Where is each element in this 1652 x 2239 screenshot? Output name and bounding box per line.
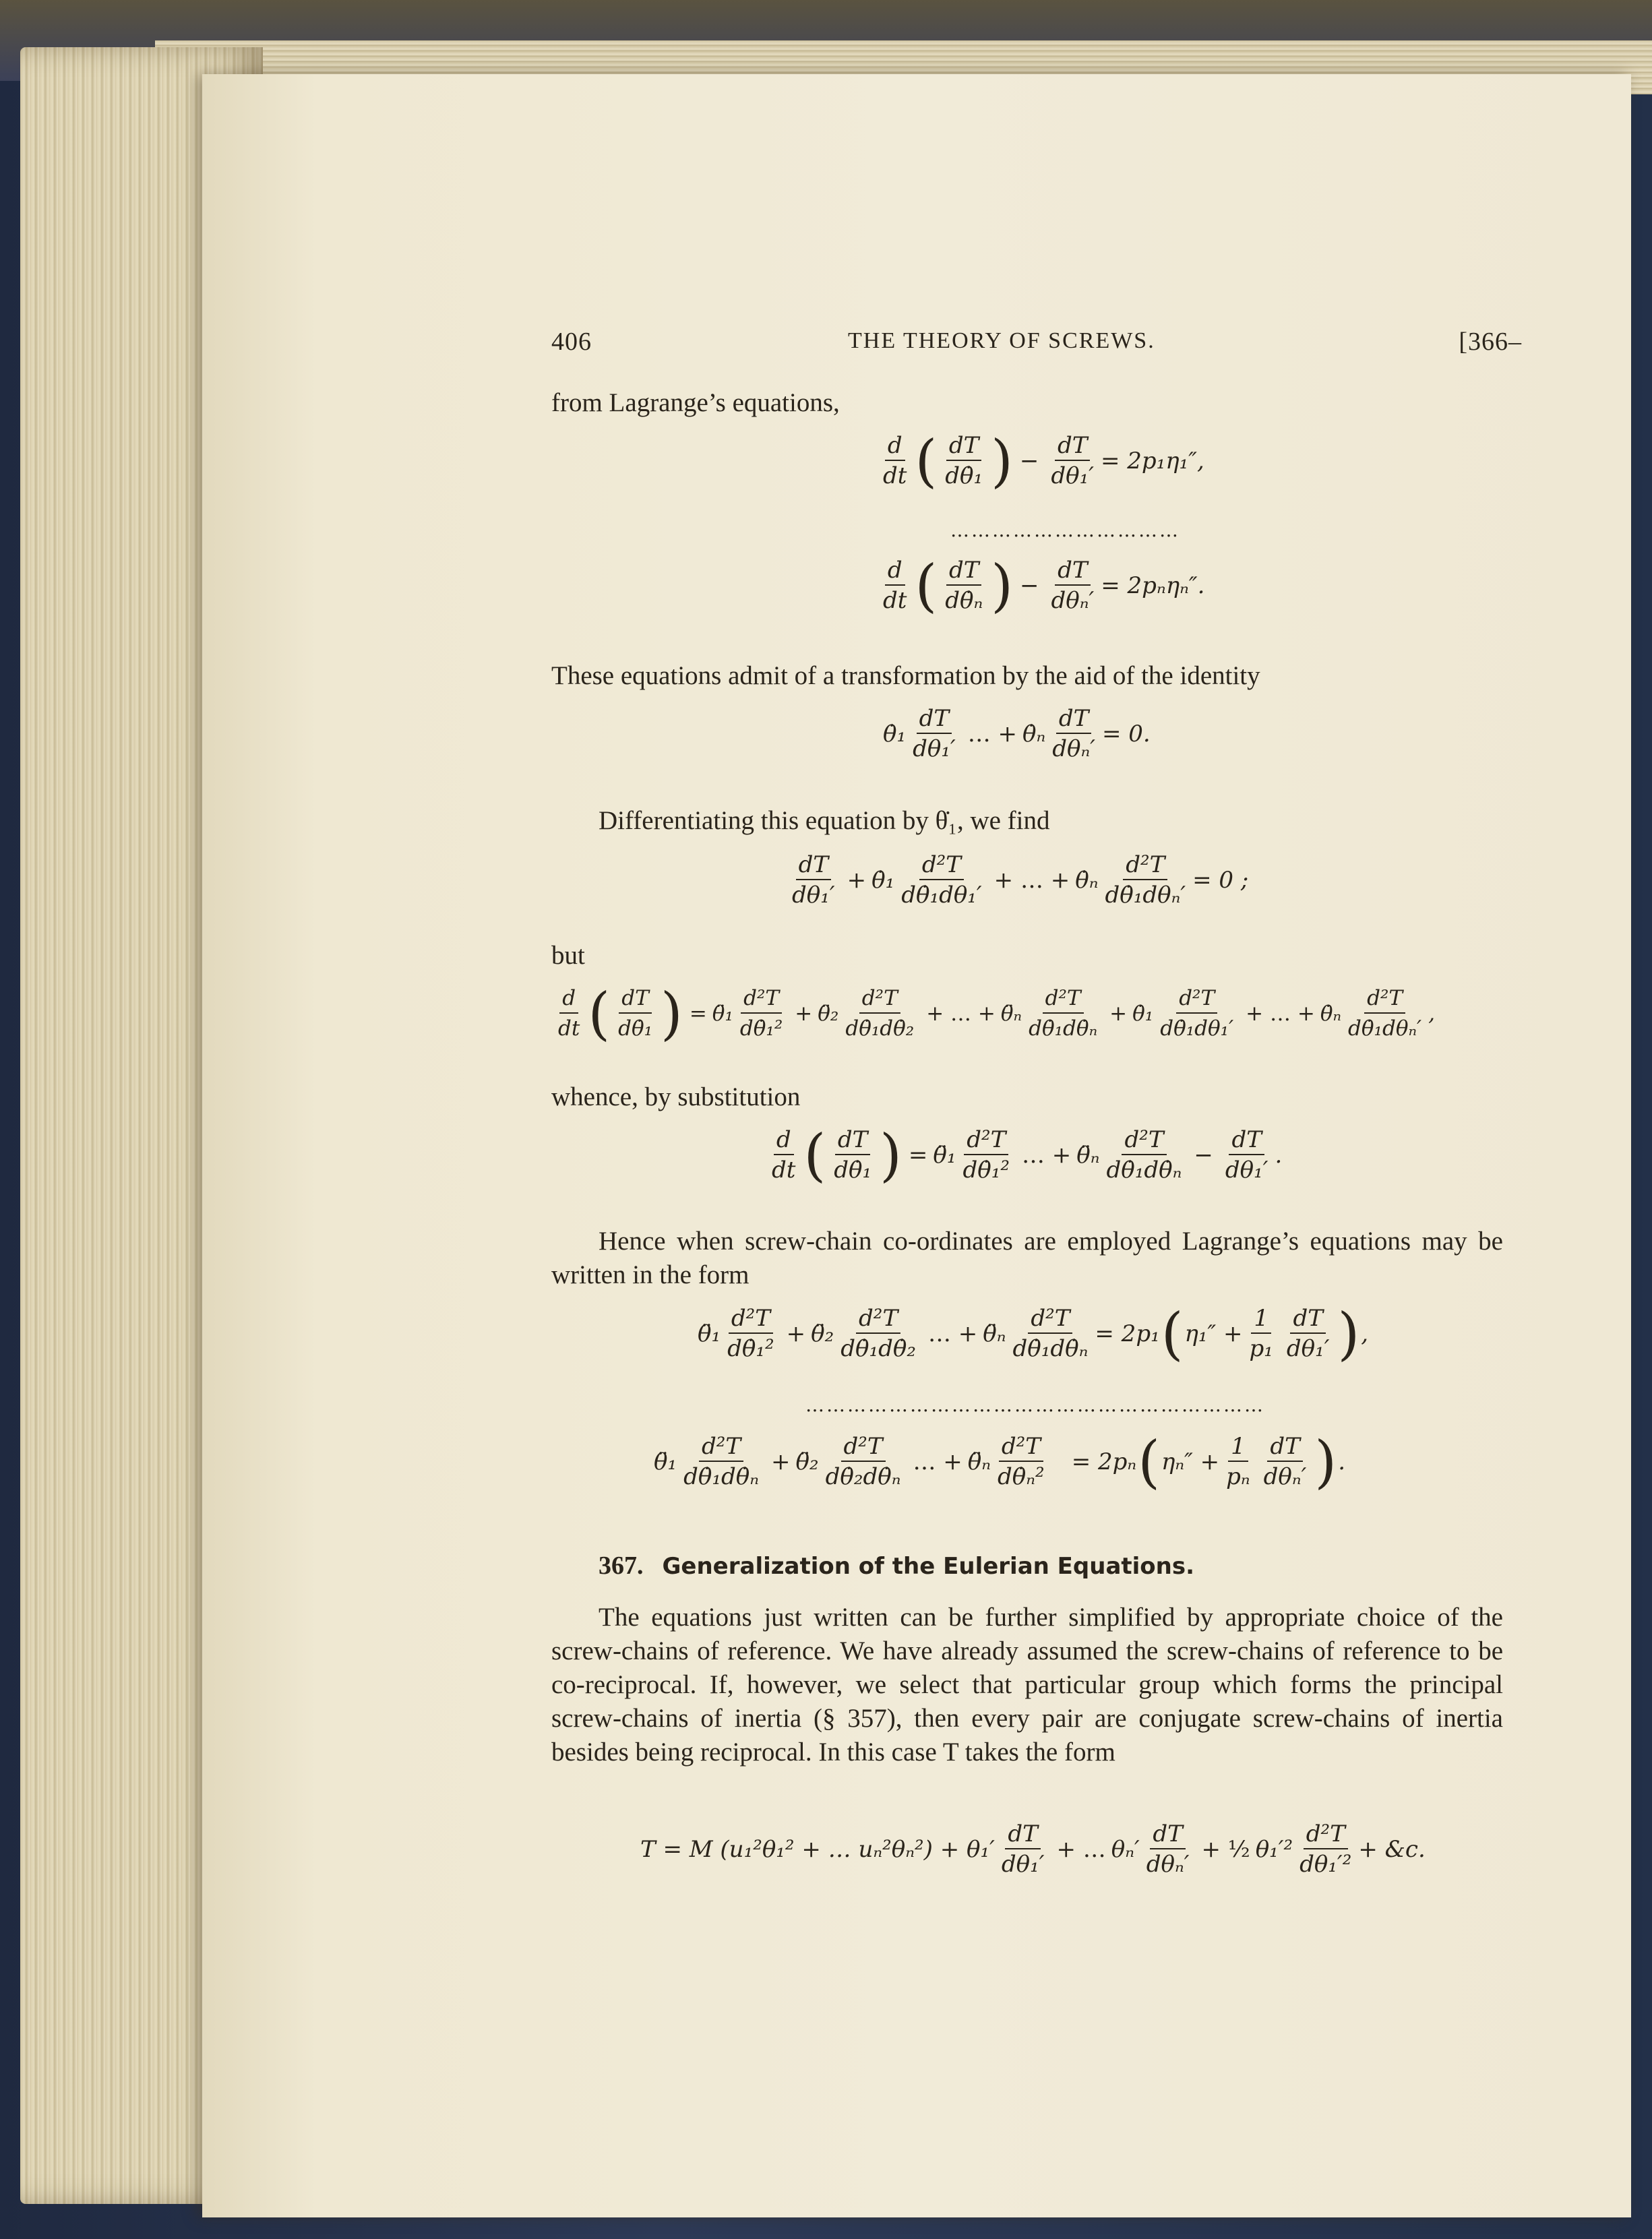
lag2-rhs: = 2pₙ <box>1071 1448 1137 1475</box>
running-header <box>551 327 1522 367</box>
equation-expansion: $\frac{d}{dt}$ ( $\frac{dT}{\text{dθ̇₁}}$ ) = θ̈₁ $\frac{\text{d²T}}{\text{dθ̇₁²}}$ + θ̈₂ $\frac{\text{d²T}}{\text{dθ̇₁dθ̇₂}}$ + … + θ̈ₙ $\frac{\text{d²T}}{\text{dθ̇₁dθ̇ₙ}}$ + θ̇₁ $\frac{\text{d²T}}{\text{dθ̇₁dθ₁′}}$ + … + θ̇ₙ $\frac{\text{d²T}}{\text{dθ̇₁dθₙ′}}$ , <box>558 981 1435 1047</box>
equation-lagrange-n: $\frac{d}{dt}$ ( $\frac{dT}{\text{dθ̇ₙ}}$ ) − $\frac{dT}{\text{dθₙ′}}$ = 2pₙηₙ″. <box>883 553 1205 619</box>
t-form: T = M (u₁²θ₁² + … uₙ²θₙ²) + θ₁′ <box>640 1836 995 1863</box>
equation-screw-chain-1: θ̈₁ $\frac{\text{d²T}}{\text{dθ̇₁²}}$ + θ̈₂ $\frac{\text{d²T}}{\text{dθ̇₁dθ̇₂}}$ … + θ̈ₙ $\frac{\text{d²T}}{\text{dθ̇₁dθ̇ₙ}}$ = 2p₁ ( η₁″ + $\frac{1}{\text{p₁}}$ $\frac{dT}{\text{dθ₁′}}$ ) , <box>698 1301 1369 1367</box>
identity-intro: These equations admit of a transformation by the aid of the identity <box>551 661 1260 690</box>
whence-tail: . <box>1275 1142 1283 1169</box>
section-heading <box>599 1549 1194 1583</box>
dotted-separator: …………………………… <box>950 519 1180 541</box>
section-title: Generalization of the Eulerian Equations. <box>662 1553 1195 1580</box>
equation-lagrange-1: $\frac{d}{dt}$ ( $\frac{dT}{\text{dθ̇₁}}$ ) − $\frac{dT}{\text{dθ₁′}}$ = 2p₁η₁″, <box>883 428 1204 494</box>
but-text: but <box>551 941 585 970</box>
running-title: THE THEORY OF SCREWS. <box>848 328 1155 353</box>
hence-paragraph: Hence when screw-chain co-ordinates are employed Lagrange’s equations may be written in the form <box>551 1227 1503 1289</box>
final-paragraph: The equations just written can be further simplified by appropriate choice of the screw-chains of reference. We have already assumed the screw-chains of reference to be co-reciprocal. If, however, we select that particular group which forms the principal screw-chains of inertia (§ 357), then every pair are conjugate screw-chains of inertia besides being reciprocal. In this case T takes the form <box>551 1603 1503 1767</box>
section-number: 367. <box>599 1552 644 1580</box>
page-number: 406 <box>551 328 592 356</box>
intro-text: from Lagrange’s equations, <box>551 388 840 417</box>
diff-rhs: = 0 ; <box>1192 867 1249 894</box>
equation-screw-chain-n: θ̈₁ $\frac{\text{d²T}}{\text{dθ̇₁dθ̇ₙ}}$ + θ̈₂ $\frac{\text{d²T}}{\text{dθ̇₂dθ̇ₙ}}$ … + θ̈ₙ $\frac{\text{d²T}}{\text{dθ̇ₙ²}}$ = 2pₙ ( ηₙ″ + $\frac{1}{\text{pₙ}}$ $\frac{dT}{\text{dθₙ′}}$ ) . <box>654 1429 1345 1495</box>
section-marker: [366– <box>1459 328 1522 356</box>
equation-identity: θ̇₁ $\frac{dT}{\text{dθ₁′}}$ … + θ̇ₙ $\frac{dT}{\text{dθₙ′}}$ = 0. <box>883 705 1151 762</box>
eq2-rhs: = 2pₙηₙ″. <box>1101 572 1205 599</box>
t-tail: + &c. <box>1358 1836 1426 1863</box>
differentiating-text: Differentiating this equation by θ̇₁, we find <box>599 806 1050 835</box>
dotted-separator-2: ………………………………………………………… <box>805 1394 1265 1416</box>
equation-substitution: $\frac{d}{dt}$ ( $\frac{dT}{\text{dθ̇₁}}$ ) = θ̈₁ $\frac{\text{d²T}}{\text{dθ̇₁²}}$ … + θ̈ₙ $\frac{\text{d²T}}{\text{dθ̇₁dθ̇ₙ}}$ − $\frac{dT}{\text{dθ₁′}}$ . <box>772 1122 1283 1188</box>
lag1-rhs: = 2p₁ <box>1095 1320 1160 1347</box>
eq1-rhs: = 2p₁η₁″, <box>1100 448 1204 474</box>
whence-text: whence, by substitution <box>551 1082 801 1111</box>
equation-kinetic-energy: T = M (u₁²θ₁² + … uₙ²θₙ²) + θ₁′ $\frac{dT}{\text{dθ₁′}}$ + … θₙ′ $\frac{dT}{\text{dθₙ′}}$ + ½ θ₁′² $\frac{\text{d²T}}{\text{dθ₁′²}}$ + &c. <box>640 1820 1426 1878</box>
equation-differentiated: $\frac{dT}{\text{dθ₁′}}$ + θ̇₁ $\frac{\text{d²T}}{\text{dθ̇₁dθ₁′}}$ + … + θ̇ₙ $\frac{\text{d²T}}{\text{dθ̇₁dθₙ′}}$ = 0 ; <box>792 851 1249 909</box>
identity-rhs: = 0. <box>1101 720 1151 747</box>
